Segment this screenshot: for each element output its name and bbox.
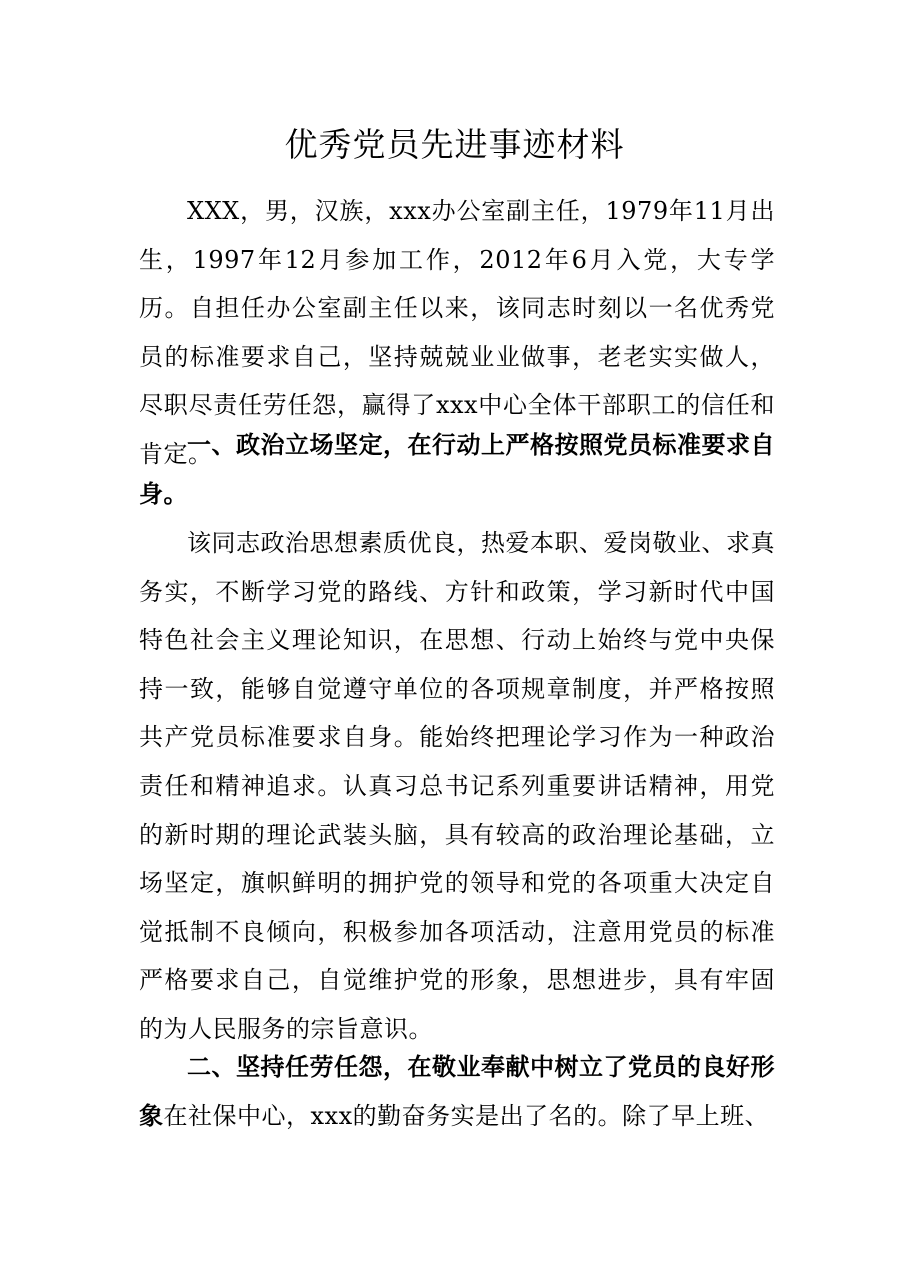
document-title: 优秀党员先进事迹材料: [284, 125, 625, 164]
paragraph-dedication-start: 在社保中心，xxx的勤奋务实是出了名的。除了早上班、: [163, 1101, 770, 1130]
paragraph-political-stance: 该同志政治思想素质优良，热爱本职、爱岗敬业、求真务实，不断学习党的路线、方针和政策，学习新时代中国特色社会主义理论知识，在思想、行动上始终与党中央保持一致，能够自觉遵守单位的各项规章制度，并严格按照共产党员标准要求自身。能始终把理论学习作为一种政治责任和精神追求。认真习总书记系列重要讲话精神，用党的新时期的理论武装头脑，具有较高的政治理论基础，立场坚定，旗帜鲜明的拥护党的领导和党的各项重大决定自觉抵制不良倾向，积极参加各项活动，注意用党员的标准严格要求自己，自觉维护党的形象，思想进步，具有牢固的为人民服务的宗旨意识。: [139, 529, 775, 1043]
section-2-block: [139, 1043, 775, 1140]
section-heading-2: 二、坚持任劳任怨，在敬业奉献中树立了党员的良好形象: [139, 1053, 775, 1130]
paragraph-intro: XXX，男，汉族，xxx办公室副主任，1979年11月出生，1997年12月参加工作，2012年6月入党，大专学历。自担任办公室副主任以来，该同志时刻以一名优秀党员的标准要求自己，坚持兢兢业业做事，老老实实做人，尽职尽责任劳任怨，赢得了xxx中心全体干部职工的信任和肯定。: [139, 197, 775, 468]
section-heading-1: 一、政治立场坚定，在行动上严格按照党员标准要求自身。: [139, 431, 775, 508]
